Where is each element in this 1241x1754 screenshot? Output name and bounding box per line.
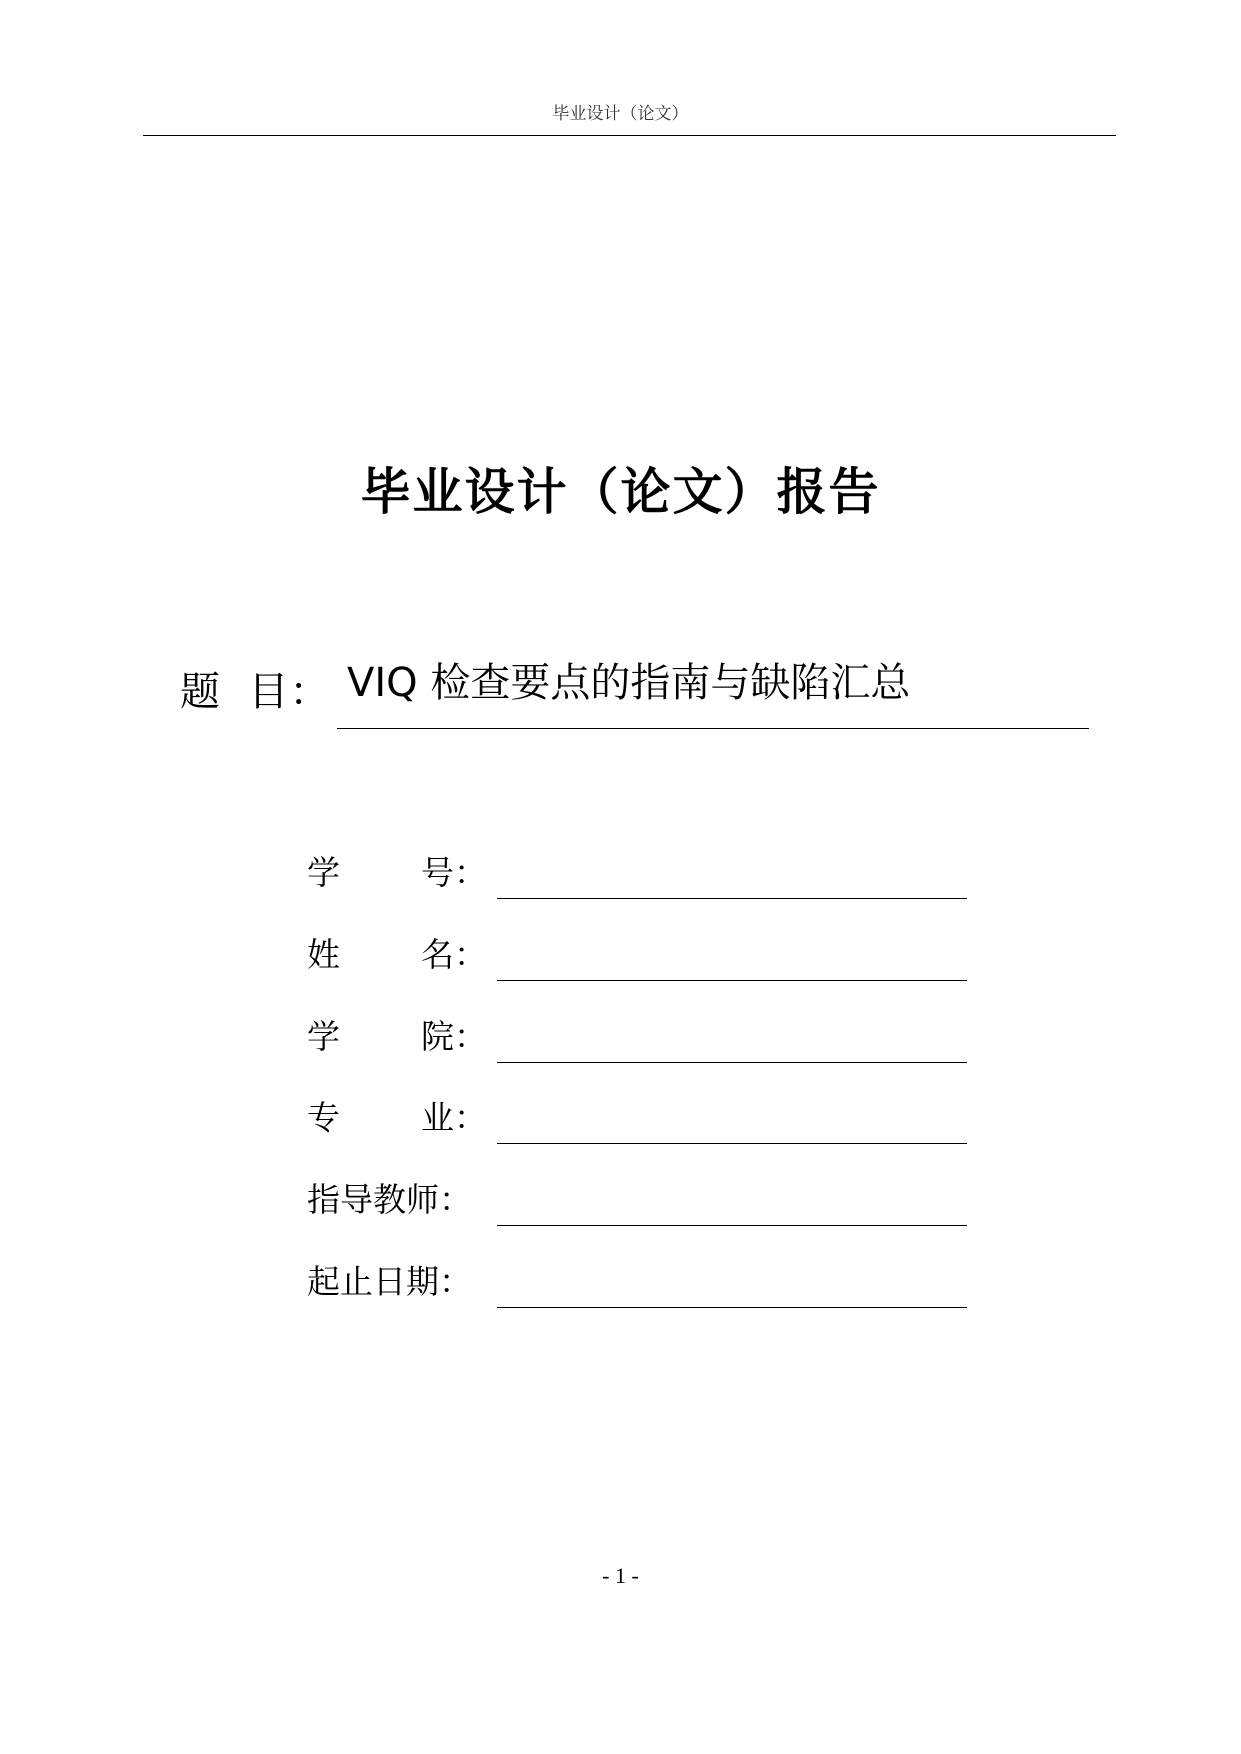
college-field[interactable] [497, 1022, 967, 1063]
date-range-field[interactable] [497, 1267, 967, 1308]
info-row-date-range [307, 1252, 967, 1312]
info-label [307, 1017, 487, 1057]
topic-label: 题 目： [180, 669, 331, 715]
info-label [307, 1098, 487, 1138]
info-label-start: 学 [307, 1017, 340, 1056]
info-label-end: 院： [421, 1017, 487, 1056]
info-label-start: 起止日期： [307, 1262, 472, 1301]
page-number: - 1 - [602, 1563, 639, 1588]
info-label-start: 指导教师： [307, 1180, 472, 1219]
report-title: 毕业设计（论文）报告 [360, 463, 881, 521]
info-label-end: 名： [421, 935, 487, 974]
topic-underline [337, 728, 1089, 729]
info-row-major [307, 1088, 967, 1148]
info-row-advisor [307, 1170, 967, 1230]
info-label-start: 姓 [307, 935, 340, 974]
topic-value: VIQ 检查要点的指南与缺陷汇总 [347, 660, 911, 706]
running-header: 毕业设计（论文） [552, 104, 689, 124]
info-row-college [307, 1007, 967, 1067]
name-field[interactable] [497, 940, 967, 981]
info-label-start: 专 [307, 1098, 340, 1137]
student-id-field[interactable] [497, 858, 967, 899]
info-row-name [307, 925, 967, 985]
info-label-end: 号： [421, 853, 487, 892]
info-label-start: 学 [307, 853, 340, 892]
info-row-student-id [307, 843, 967, 903]
info-label [307, 1262, 487, 1302]
info-label [307, 935, 487, 975]
header-rule [143, 135, 1116, 136]
info-label [307, 1180, 487, 1220]
advisor-field[interactable] [497, 1185, 967, 1226]
info-label [307, 853, 487, 893]
info-label-end: 业： [421, 1098, 487, 1137]
major-field[interactable] [497, 1103, 967, 1144]
